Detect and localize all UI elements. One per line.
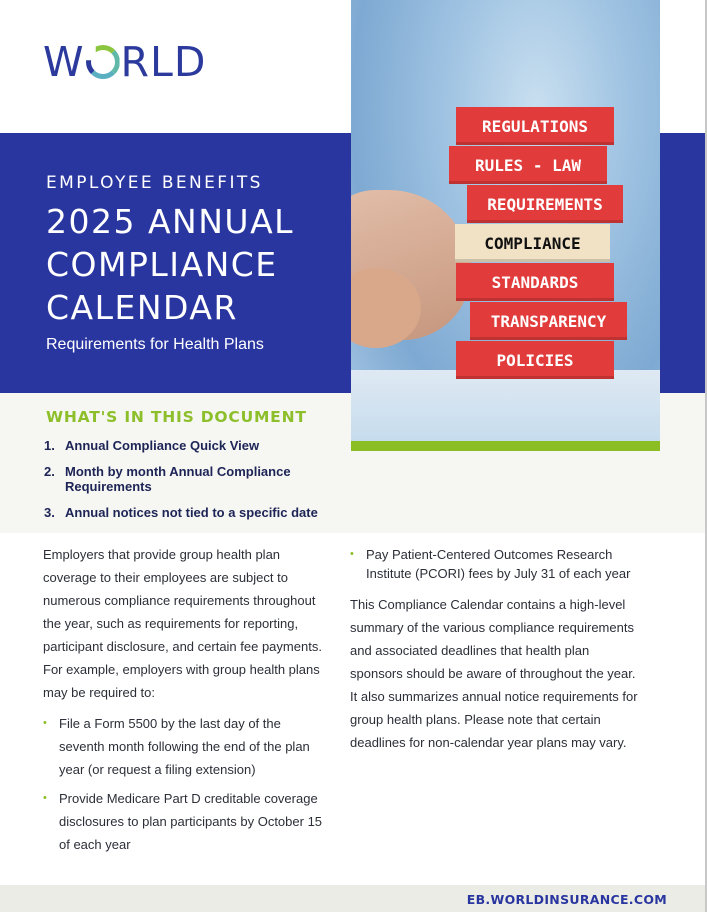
block-compliance: COMPLIANCE <box>455 224 610 262</box>
accent-bar <box>351 441 660 451</box>
hero-eyebrow: EMPLOYEE BENEFITS <box>46 173 263 193</box>
requirements-list <box>43 712 323 856</box>
world-logo <box>43 38 207 86</box>
compliance-blocks-photo <box>351 0 660 441</box>
page-title <box>46 200 294 329</box>
footer <box>0 885 705 912</box>
body-left-column <box>43 543 323 862</box>
body-right-column <box>350 545 640 754</box>
requirements-list <box>350 545 640 583</box>
toc-item[interactable] <box>44 464 344 494</box>
summary-paragraph: This Compliance Calendar contains a high-level summary of the various compliance requirements and associated deadlines that health plan sponsors should be aware of throughout the year. It also summarizes annual notice requirements for group health plans. Please note that certain deadlines for non-calendar year plans may vary. <box>350 597 638 750</box>
intro-paragraph: Employers that provide group health plan coverage to their employees are subject to numerous compliance requirements throughout the year, such as requirements for reporting, participant disclosure, and certain fee payments. For example, employers with group health plans may be required to: <box>43 547 322 700</box>
table-surface <box>351 370 660 441</box>
toc-label: Annual Compliance Quick View <box>65 438 260 453</box>
logo-ring-icon <box>86 45 120 79</box>
block-transparency: TRANSPARENCY <box>470 302 627 340</box>
toc-num: 1. <box>44 438 55 453</box>
toc-num: 3. <box>44 505 55 520</box>
toc-label: Month by month Annual Compliance Requirements <box>65 464 291 494</box>
title-line: CALENDAR <box>46 288 238 327</box>
block-policies: POLICIES <box>456 341 614 379</box>
toc-label: Annual notices not tied to a specific date <box>65 505 318 520</box>
requirement-item: • Pay Patient-Centered Outcomes Research Institute (PCORI) fees by July 31 of each year <box>350 545 640 583</box>
footer-url-link[interactable]: EB.WORLDINSURANCE.COM <box>466 892 667 907</box>
block-regulations: REGULATIONS <box>456 107 614 145</box>
toc-item[interactable] <box>44 505 344 520</box>
logo-w: W <box>43 38 85 86</box>
toc-list <box>44 438 344 531</box>
requirement-item: • Provide Medicare Part D creditable coverage disclosures to plan participants by October 15 of each year <box>43 787 323 856</box>
hero-subtitle: Requirements for Health Plans <box>46 336 264 353</box>
toc-title: WHAT'S IN THIS DOCUMENT <box>46 408 307 426</box>
toc-num: 2. <box>44 464 55 479</box>
block-standards: STANDARDS <box>456 263 614 301</box>
block-requirements: REQUIREMENTS <box>467 185 623 223</box>
title-line: 2025 ANNUAL <box>46 202 295 241</box>
logo-rld: RLD <box>120 38 207 86</box>
toc-item[interactable] <box>44 438 344 453</box>
title-line: COMPLIANCE <box>46 245 278 284</box>
hero-text <box>46 172 294 355</box>
requirement-item: • File a Form 5500 by the last day of the seventh month following the end of the plan year (or request a filing extension) <box>43 712 323 781</box>
block-rules-law: RULES - LAW <box>449 146 607 184</box>
